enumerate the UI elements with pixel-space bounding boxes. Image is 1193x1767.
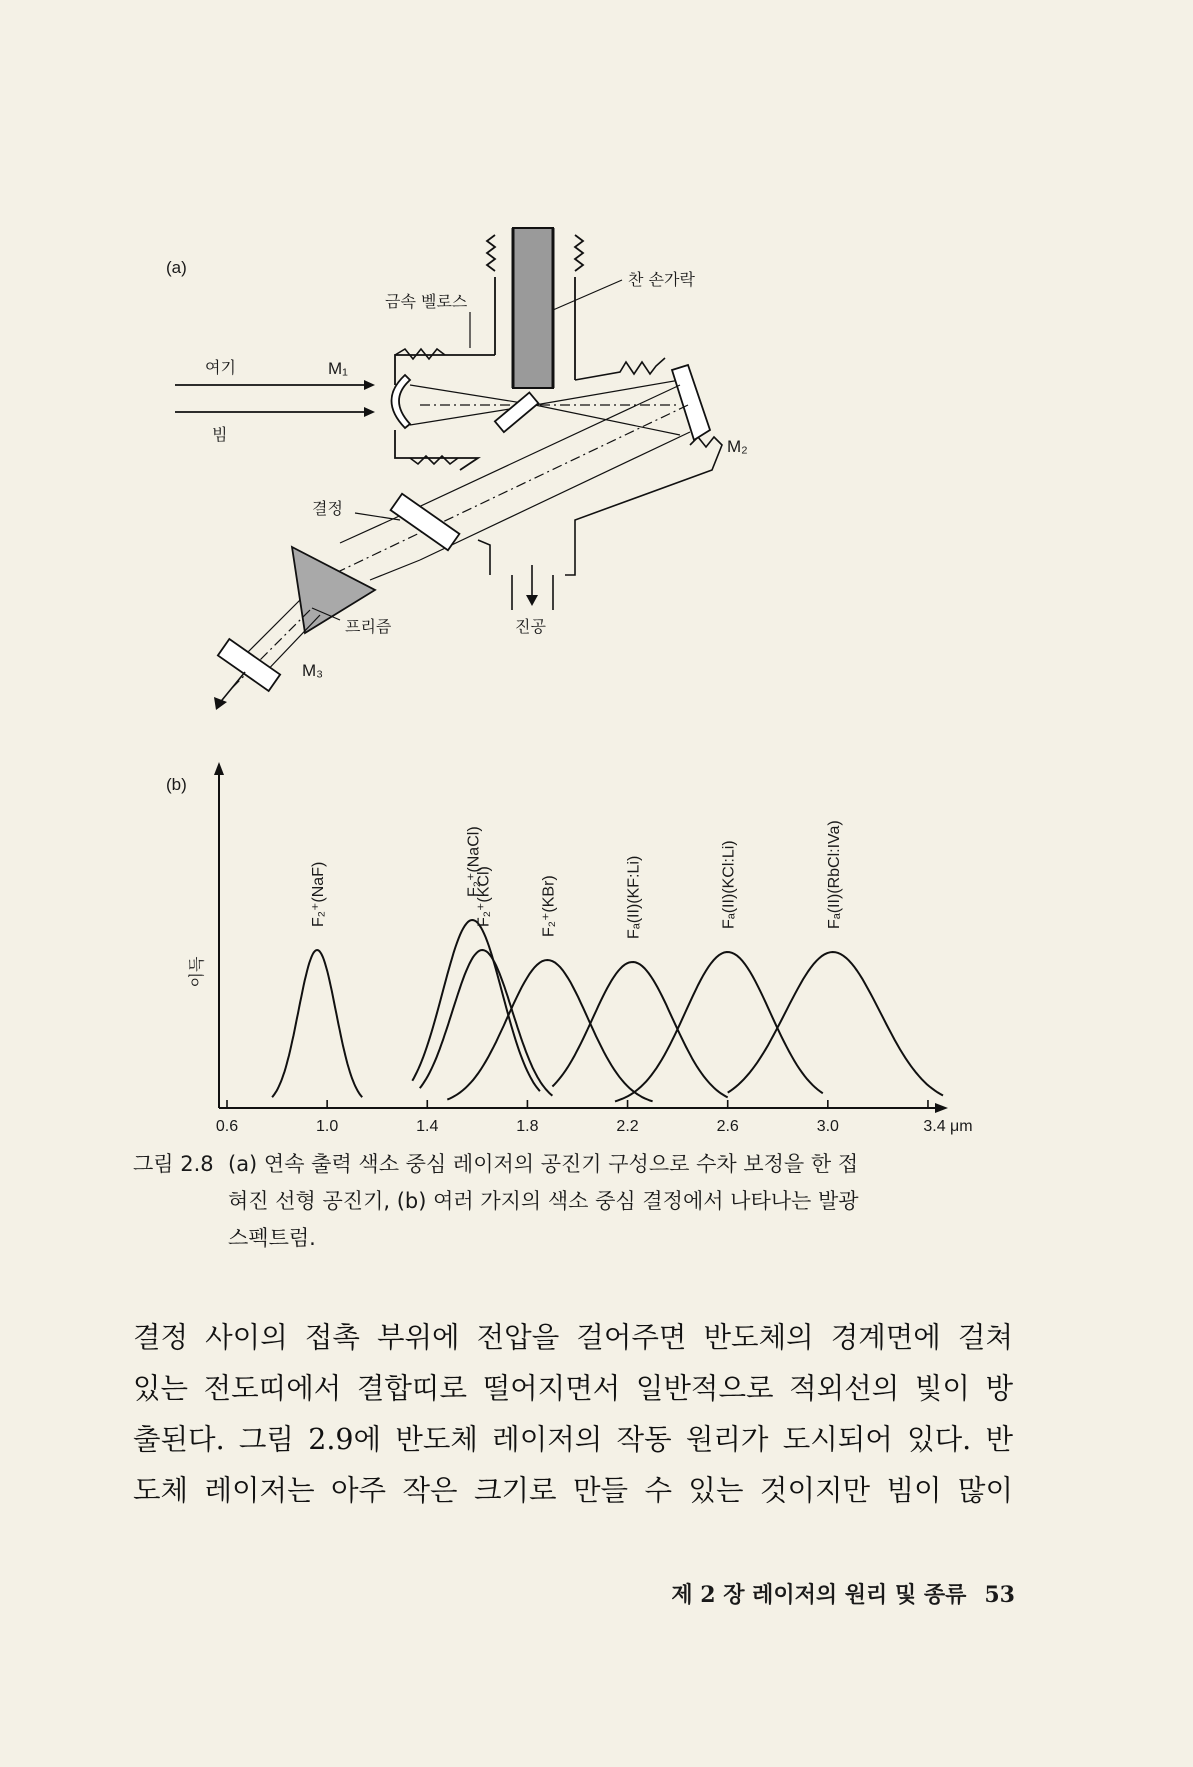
body-line-1: 결정 사이의 접촉 부위에 전압을 걸어주면 반도체의 경계면에 걸쳐 [133, 1321, 1013, 1354]
x-tick-label: 2.6 [716, 1118, 739, 1135]
series-curve-4 [447, 960, 652, 1101]
series-label-3: F₂⁺(KCl) [475, 866, 493, 927]
series-label-4: F₂⁺(KBr) [540, 875, 558, 937]
label-metal-bellows: 금속 벨로스 [385, 292, 468, 311]
label-vacuum: 진공 [515, 617, 546, 636]
label-m1: M₁ [328, 359, 348, 378]
body-line-4: 도체 레이저는 아주 작은 크기로 만들 수 있는 것이지만 빔이 많이 [133, 1474, 1013, 1507]
label-m2: M₂ [727, 437, 748, 456]
series-label-5: Fₐ(II)(KF:Li) [625, 855, 643, 939]
caption-line-3: 스펙트럼. [228, 1226, 316, 1250]
series-label-2: F₂⁺(NaCl) [465, 826, 483, 897]
x-tick-label: 0.6 [215, 1118, 239, 1135]
x-tick-label: 1.0 [316, 1118, 339, 1135]
caption-line-1: (a) 연속 출력 색소 중심 레이저의 공진기 구성으로 수차 보정을 한 접 [228, 1152, 859, 1176]
label-m3: M₃ [302, 661, 324, 680]
x-tick-label: 2.2 [616, 1118, 639, 1135]
chapter-title: 제 2 장 레이저의 원리 및 종류 [671, 1582, 967, 1608]
series-curve-7 [728, 952, 943, 1096]
series-curves [272, 920, 943, 1101]
series-label-6: Fₐ(II)(KCl:Li) [720, 840, 738, 929]
series-labels [310, 820, 843, 939]
series-curve-1 [272, 950, 362, 1097]
x-tick-label: 1.8 [516, 1118, 539, 1135]
label-pump: 여기 [205, 358, 236, 377]
series-label-1: F₂⁺(NaF) [310, 861, 328, 927]
label-prism: 프리즘 [345, 617, 392, 636]
panel-label-b: (b) [166, 775, 187, 794]
body-paragraph [133, 1312, 1013, 1516]
caption-line-2: 혀진 선형 공진기, (b) 여러 가지의 색소 중심 결정에서 나타나는 발광 [228, 1189, 859, 1213]
page-number: 53 [984, 1582, 1015, 1608]
series-curve-3 [420, 950, 553, 1096]
x-ticks [216, 1100, 973, 1135]
series-curve-6 [615, 952, 823, 1101]
figure-caption [133, 1146, 1013, 1257]
panel-label-a: (a) [166, 258, 187, 277]
label-cold-finger: 찬 손가락 [628, 270, 695, 289]
series-curve-2 [412, 920, 540, 1091]
x-tick-label: 3.4 μm [923, 1118, 973, 1135]
x-tick-label: 1.4 [416, 1118, 439, 1135]
y-axis-label: 이득 [187, 956, 206, 988]
label-crystal: 결정 [312, 499, 343, 518]
page-footer [595, 1578, 1015, 1609]
x-tick-label: 3.0 [816, 1118, 839, 1135]
label-beam: 빔 [212, 425, 228, 444]
series-label-7: Fₐ(II)(RbCl:IVa) [825, 820, 843, 929]
caption-number: 그림 2.8 [133, 1152, 214, 1176]
body-line-2: 있는 전도띠에서 결합띠로 떨어지면서 일반적으로 적외선의 빛이 방 [133, 1372, 1013, 1405]
series-curve-5 [552, 962, 727, 1097]
body-line-3: 출된다. 그림 2.9에 반도체 레이저의 작동 원리가 도시되어 있다. 반 [133, 1423, 1013, 1456]
